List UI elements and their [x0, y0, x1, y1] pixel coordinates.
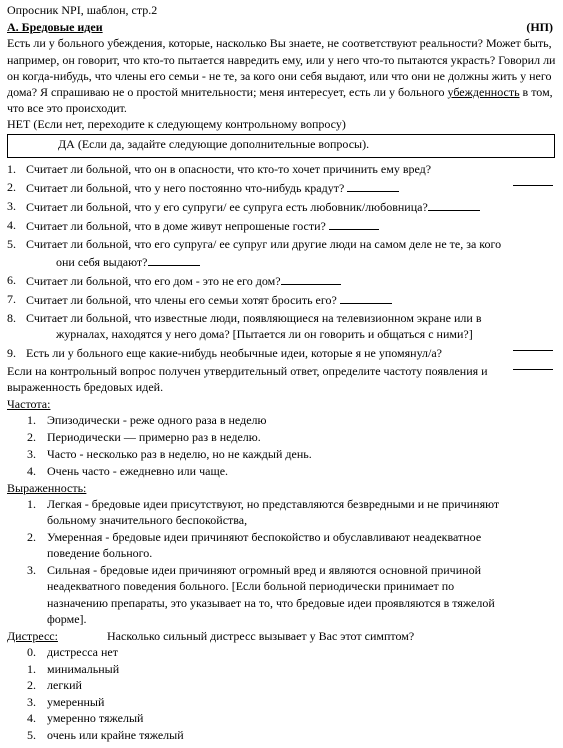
question-text: Считает ли больной, что у его супруги/ ее супруга есть любовник/любовница?	[26, 200, 428, 215]
frequency-text: Часто - несколько раз в неделю, но не каждый день.	[47, 447, 312, 462]
question-number: 1.	[7, 161, 16, 176]
question-item	[7, 217, 557, 234]
question-item	[7, 272, 557, 289]
question-list	[7, 161, 557, 361]
intro-text: Есть ли у больного убеждения, которые, насколько Вы знаете, не соответствуют реальности? Может быть, например, он говорит, что кто-то пытается навредить ему, или у него что-то пытаются украсть? Говорил ли он когда-нибудь, что члены его семьи - не те, за кого они себя выдают, или что они не должны жить у него дома? Я спрашиваю не о простой мнительности; меня интересует, есть ли у больного	[7, 36, 556, 100]
question-item	[7, 291, 557, 308]
section-title: А. Бредовые идеи	[7, 20, 103, 35]
distress-text: дистресса нет	[47, 645, 118, 660]
question-item	[7, 161, 557, 177]
distress-item	[7, 710, 557, 726]
question-text: Считает ли больной, что его дом - это не его дом?	[26, 273, 281, 288]
question-item	[7, 310, 557, 342]
frequency-list	[7, 412, 557, 479]
question-text-line2: журналах, находятся у него дома? [Пытается ли он говорить и общаться с ними?]	[56, 327, 473, 342]
frequency-number: 1.	[27, 413, 36, 428]
section-title-row	[7, 19, 557, 35]
question-number: 5.	[7, 237, 16, 252]
distress-number: 0.	[27, 645, 36, 660]
question-text: Считает ли больной, что у него постоянно что-нибудь крадут?	[26, 180, 345, 195]
answer-blank[interactable]	[340, 291, 392, 304]
distress-row	[7, 628, 557, 644]
question-text-continued	[26, 253, 557, 270]
distress-item	[7, 644, 557, 660]
severity-label: Выраженность:	[7, 481, 87, 496]
intro-emphasis: убежденность	[447, 85, 520, 100]
frequency-text: Периодически — примерно раз в неделю.	[47, 430, 261, 445]
question-item	[7, 236, 557, 269]
question-item	[7, 345, 557, 361]
answer-blank[interactable]	[347, 179, 399, 192]
severity-item	[7, 496, 502, 528]
frequency-label: Частота:	[7, 397, 51, 412]
question-text: Считает ли больной, что члены его семьи хотят бросить его?	[26, 293, 337, 308]
frequency-item	[7, 446, 557, 462]
question-number: 2.	[7, 179, 16, 194]
distress-item	[7, 661, 557, 677]
severity-number: 2.	[27, 530, 36, 545]
intro-text-end: в том, что все это происходит.	[7, 85, 553, 116]
frequency-number: 2.	[27, 430, 36, 445]
severity-text: Умеренная - бредовые идеи причиняют беспокойство и обуславливают неадекватное поведение больного.	[47, 530, 482, 561]
question-text-continued	[26, 326, 557, 342]
answer-blank[interactable]	[513, 357, 553, 370]
severity-list	[7, 496, 502, 627]
distress-text: очень или крайне тяжелый	[47, 727, 184, 742]
question-item	[7, 198, 557, 215]
frequency-item	[7, 463, 557, 479]
question-number: 4.	[7, 218, 16, 233]
distress-number: 5.	[27, 727, 36, 742]
severity-text: Сильная - бредовые идеи причиняют огромный вред и являются основной причиной неадекватного поведения больного. [Если больной периодически принимает по назначению препараты, это указывает на то, что бредовые идеи проявляются в тяжелой форме].	[47, 563, 495, 626]
answer-blank[interactable]	[428, 198, 480, 211]
question-number: 3.	[7, 199, 16, 214]
distress-text: минимальный	[47, 661, 120, 676]
document-page	[7, 2, 557, 743]
question-text: Считает ли больной, что он в опасности, что кто-то хочет причинить ему вред?	[26, 161, 432, 176]
distress-number: 4.	[27, 711, 36, 726]
distress-number: 2.	[27, 678, 36, 693]
distress-item	[7, 727, 557, 743]
severity-item	[7, 562, 502, 627]
distress-text: умеренно тяжелый	[47, 711, 144, 726]
answer-blank[interactable]	[281, 272, 341, 285]
distress-item	[7, 677, 557, 693]
question-text: Считает ли больной, что его супруга/ ее супруг или другие люди на самом деле не те, за кого	[26, 237, 502, 252]
no-answer-line: НЕТ (Если нет, переходите к следующему контрольному вопросу)	[7, 117, 346, 132]
frequency-number: 4.	[27, 463, 36, 478]
frequency-number: 3.	[27, 447, 36, 462]
question-text: Есть ли у больного еще какие-нибудь необычные идеи, которые я не упомянул/а?	[26, 345, 443, 360]
followup-instruction: Если на контрольный вопрос получен утвердительный ответ, определите частоту появления и выраженность бредовых идей.	[7, 363, 488, 395]
question-item	[7, 179, 557, 196]
distress-number: 1.	[27, 661, 36, 676]
distress-text: легкий	[47, 678, 82, 693]
severity-number: 3.	[27, 563, 36, 578]
page-header: Опросник NPI, шаблон, стр.2	[7, 3, 158, 17]
question-number: 9.	[7, 345, 16, 360]
question-number: 7.	[7, 292, 16, 307]
frequency-text: Эпизодически - реже одного раза в неделю	[47, 413, 267, 428]
distress-text: умеренный	[47, 694, 105, 709]
answer-blank[interactable]	[148, 253, 200, 266]
question-text: Считает ли больной, что известные люди, появляющиеся на телевизионном экране или в	[26, 311, 482, 326]
distress-number: 3.	[27, 694, 36, 709]
severity-item	[7, 529, 502, 561]
distress-question: Насколько сильный дистресс вызывает у Вас этот симптом?	[107, 629, 415, 644]
distress-item	[7, 694, 557, 710]
section-code: (НП)	[526, 20, 553, 35]
frequency-text: Очень часто - ежедневно или чаще.	[47, 463, 229, 478]
yes-answer-box: ДА (Если да, задайте следующие дополнительные вопросы).	[7, 134, 555, 158]
distress-list	[7, 644, 557, 743]
question-text-line2: они себя выдают?	[56, 254, 148, 269]
answer-blank[interactable]	[329, 217, 379, 230]
distress-label: Дистресс:	[7, 629, 58, 644]
question-text: Считает ли больной, что в доме живут непрошеные гости?	[26, 219, 326, 234]
question-number: 8.	[7, 311, 16, 326]
frequency-item	[7, 429, 557, 445]
severity-number: 1.	[27, 497, 36, 512]
question-number: 6.	[7, 272, 16, 287]
intro-paragraph	[7, 35, 557, 116]
frequency-item	[7, 412, 557, 428]
severity-text: Легкая - бредовые идеи присутствуют, но представляются безвредными и не причиняют больному значительного беспокойства,	[47, 497, 500, 528]
